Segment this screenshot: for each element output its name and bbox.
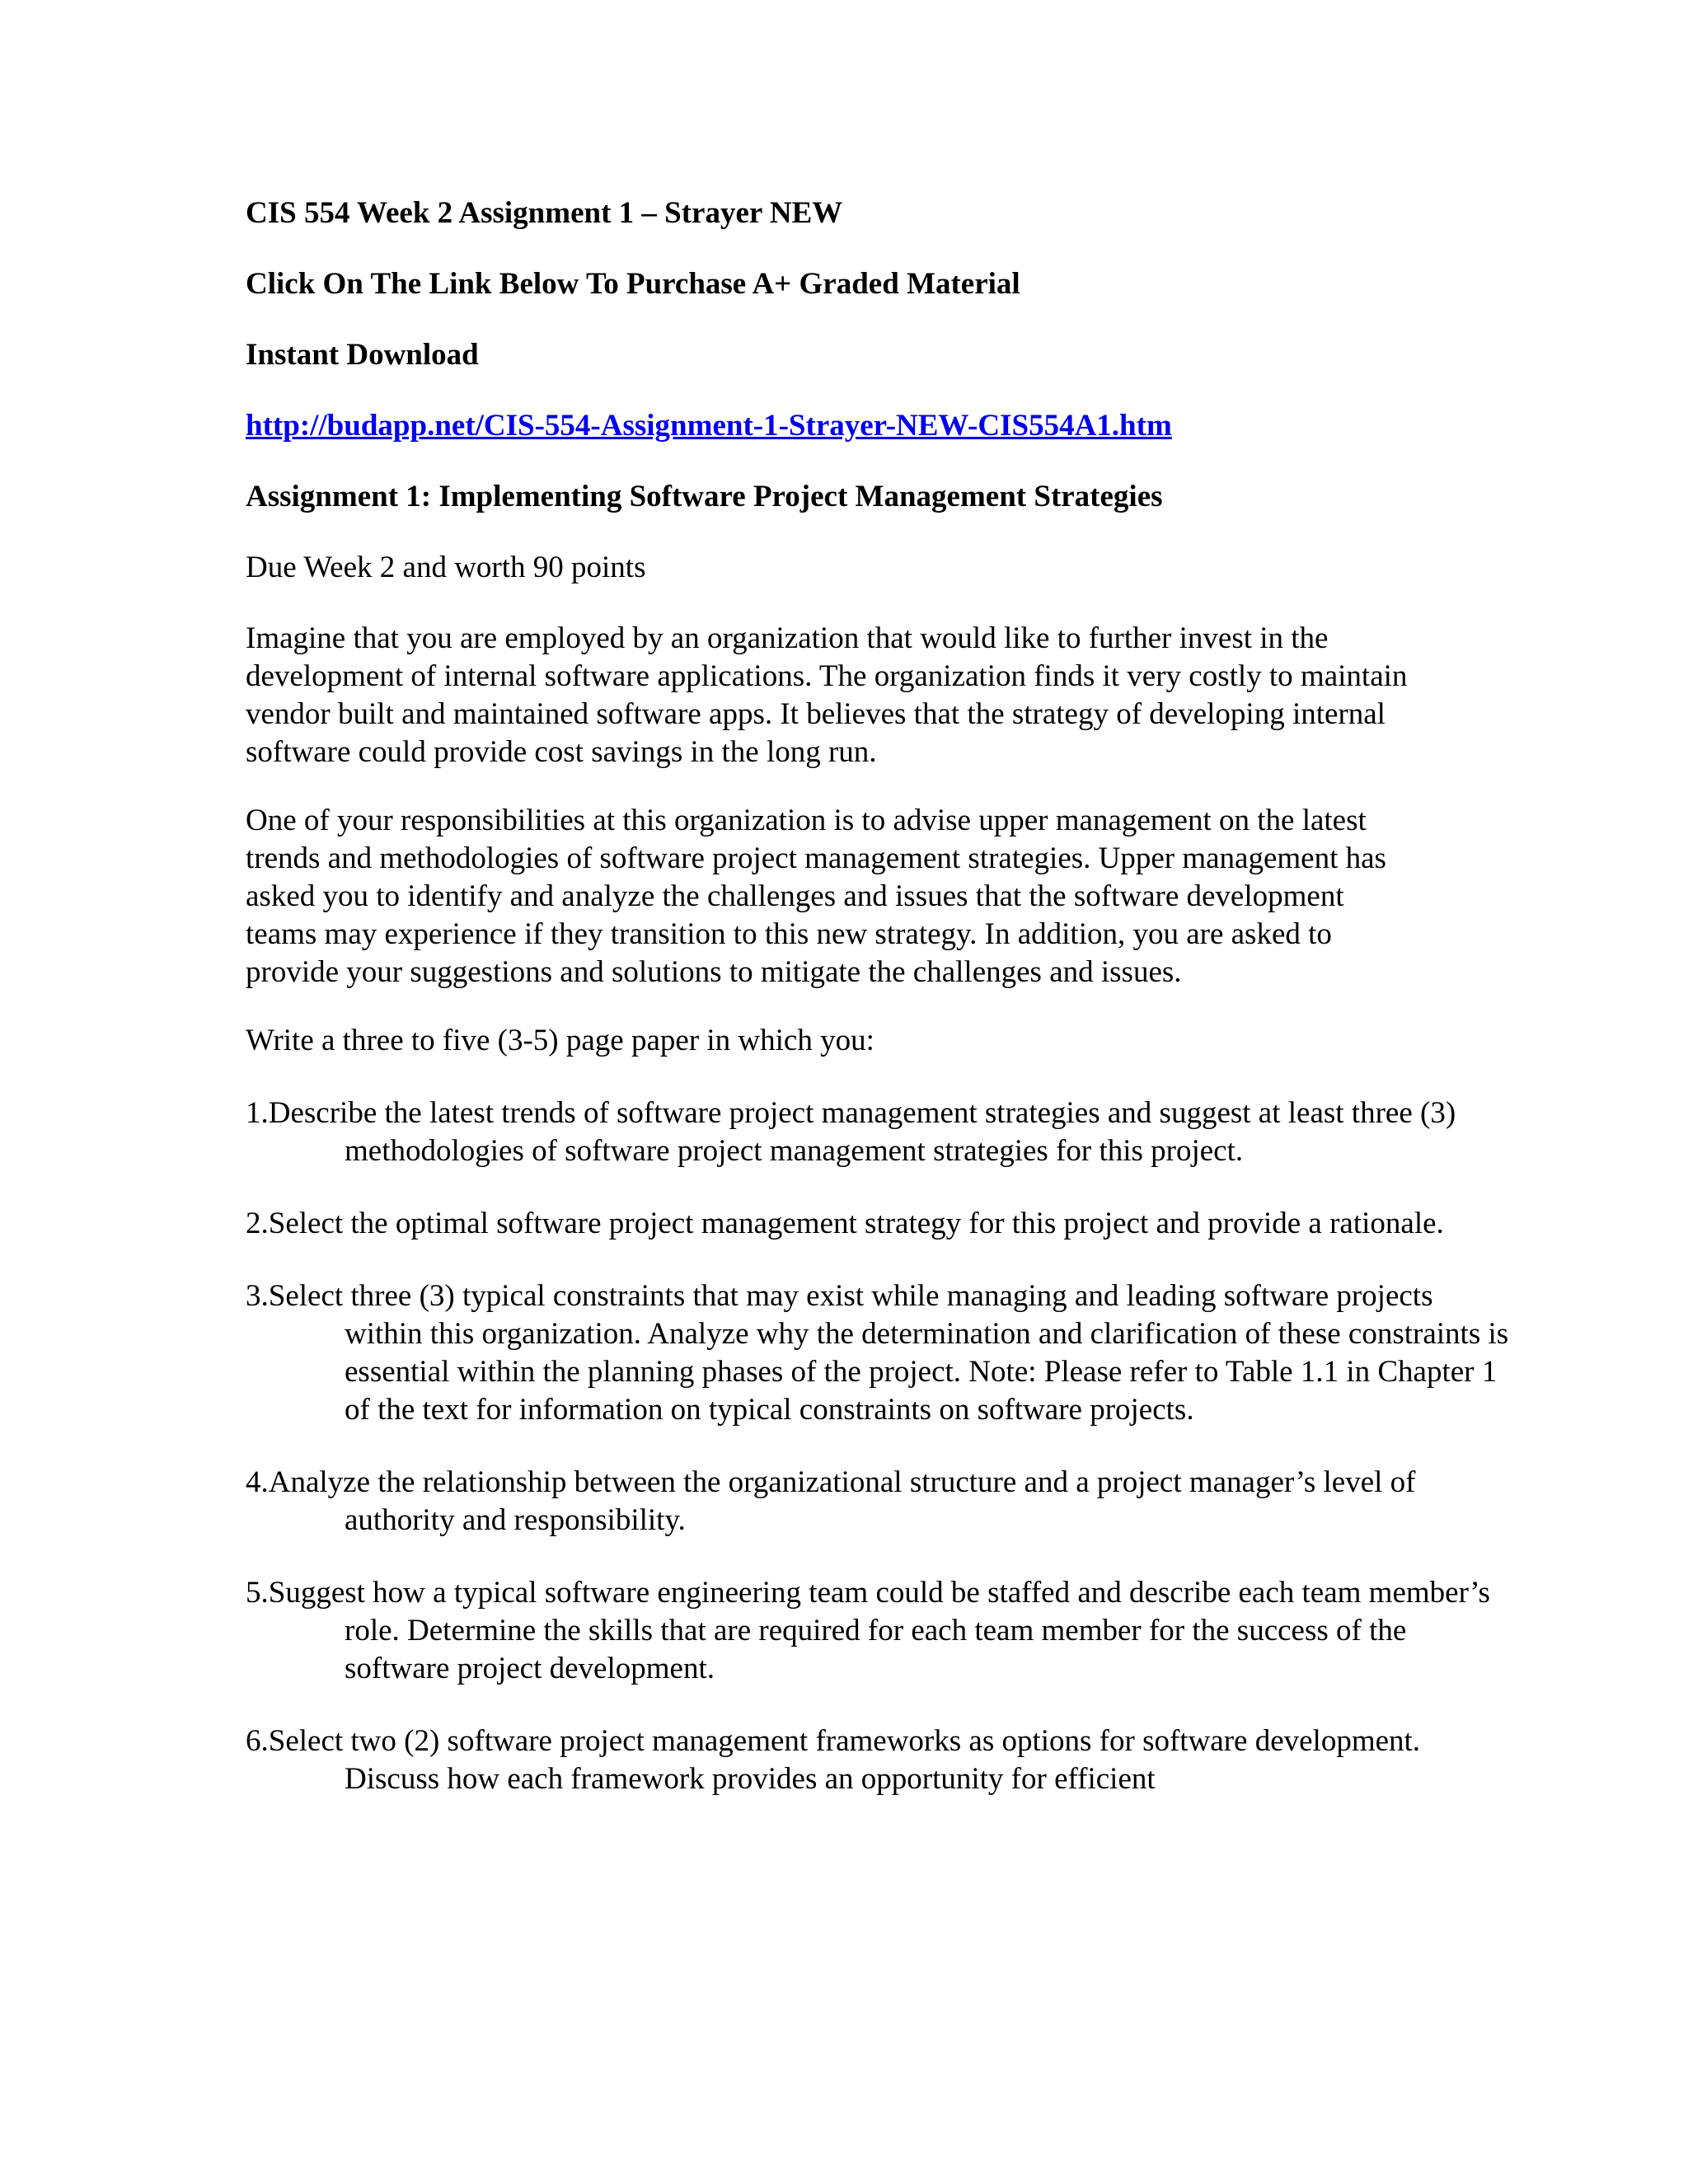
- due-line: Due Week 2 and worth 90 points: [246, 551, 646, 584]
- list-item-number: 4.: [246, 1465, 269, 1499]
- list-item-text: Describe the latest trends of software project management strategies and suggest at least three (3) methodologies of software project management strategies for this project.: [268, 1096, 1456, 1168]
- list-item-text: Select the optimal software project management strategy for this project and provide a rationale.: [268, 1207, 1444, 1240]
- list-item-number: 6.: [246, 1724, 269, 1758]
- list-item-text: Analyze the relationship between the organizational structure and a project manager’s level of authority and responsibility.: [268, 1465, 1416, 1537]
- requirements-list: [246, 1094, 1509, 1798]
- list-item: [246, 1205, 1515, 1243]
- list-item: [246, 1094, 1515, 1170]
- list-item-number: 2.: [246, 1207, 269, 1240]
- list-item: [246, 1464, 1515, 1540]
- assignment-heading: Assignment 1: Implementing Software Project Management Strategies: [246, 480, 1163, 513]
- list-item-number: 3.: [246, 1279, 269, 1313]
- document-title: CIS 554 Week 2 Assignment 1 – Strayer NEW: [246, 196, 843, 230]
- list-item: [246, 1574, 1515, 1688]
- responsibilities-paragraph: One of your responsibilities at this organization is to advise upper management on the latest trends and methodologies of software project management strategies. Upper management has asked you to identify and analyze the challenges and issues that the software development teams may experience if they transition to this new strategy. In addition, you are asked to provide your suggestions and solutions to mitigate the challenges and issues.: [246, 804, 1386, 989]
- link-paragraph: [246, 407, 1416, 445]
- list-item-number: 1.: [246, 1096, 269, 1130]
- list-item-text: Select two (2) software project management frameworks as options for software development. Discuss how each framework provides an opportunity for efficient: [268, 1724, 1421, 1796]
- list-item: [246, 1277, 1515, 1429]
- document-content: [246, 194, 1509, 1833]
- purchase-line: Click On The Link Below To Purchase A+ Graded Material: [246, 267, 1020, 301]
- list-item-text: Select three (3) typical constraints that may exist while managing and leading software projects within this organization. Analyze why the determination and clarification of these constraints is essential within the planning phases of the project. Note: Please refer to Table 1.1 in Chapter 1 of the text for information on typical constraints on software projects.: [268, 1279, 1509, 1427]
- intro-paragraph: Imagine that you are employed by an organization that would like to further invest in the development of internal software applications. The organization finds it very costly to maintain vendor built and maintained software apps. It believes that the strategy of developing internal software could provide cost savings in the long run.: [246, 621, 1408, 769]
- list-item-number: 5.: [246, 1576, 269, 1610]
- instant-download-label: Instant Download: [246, 338, 479, 372]
- list-item-text: Suggest how a typical software engineering team could be staffed and describe each team member’s role. Determine the skills that are required for each team member for the success of the software project development.: [268, 1576, 1490, 1685]
- purchase-link[interactable]: http://budapp.net/CIS-554-Assignment-1-Strayer-NEW-CIS554A1.htm: [246, 409, 1172, 443]
- list-item: [246, 1722, 1515, 1798]
- list-intro: Write a three to five (3-5) page paper in which you:: [246, 1024, 874, 1057]
